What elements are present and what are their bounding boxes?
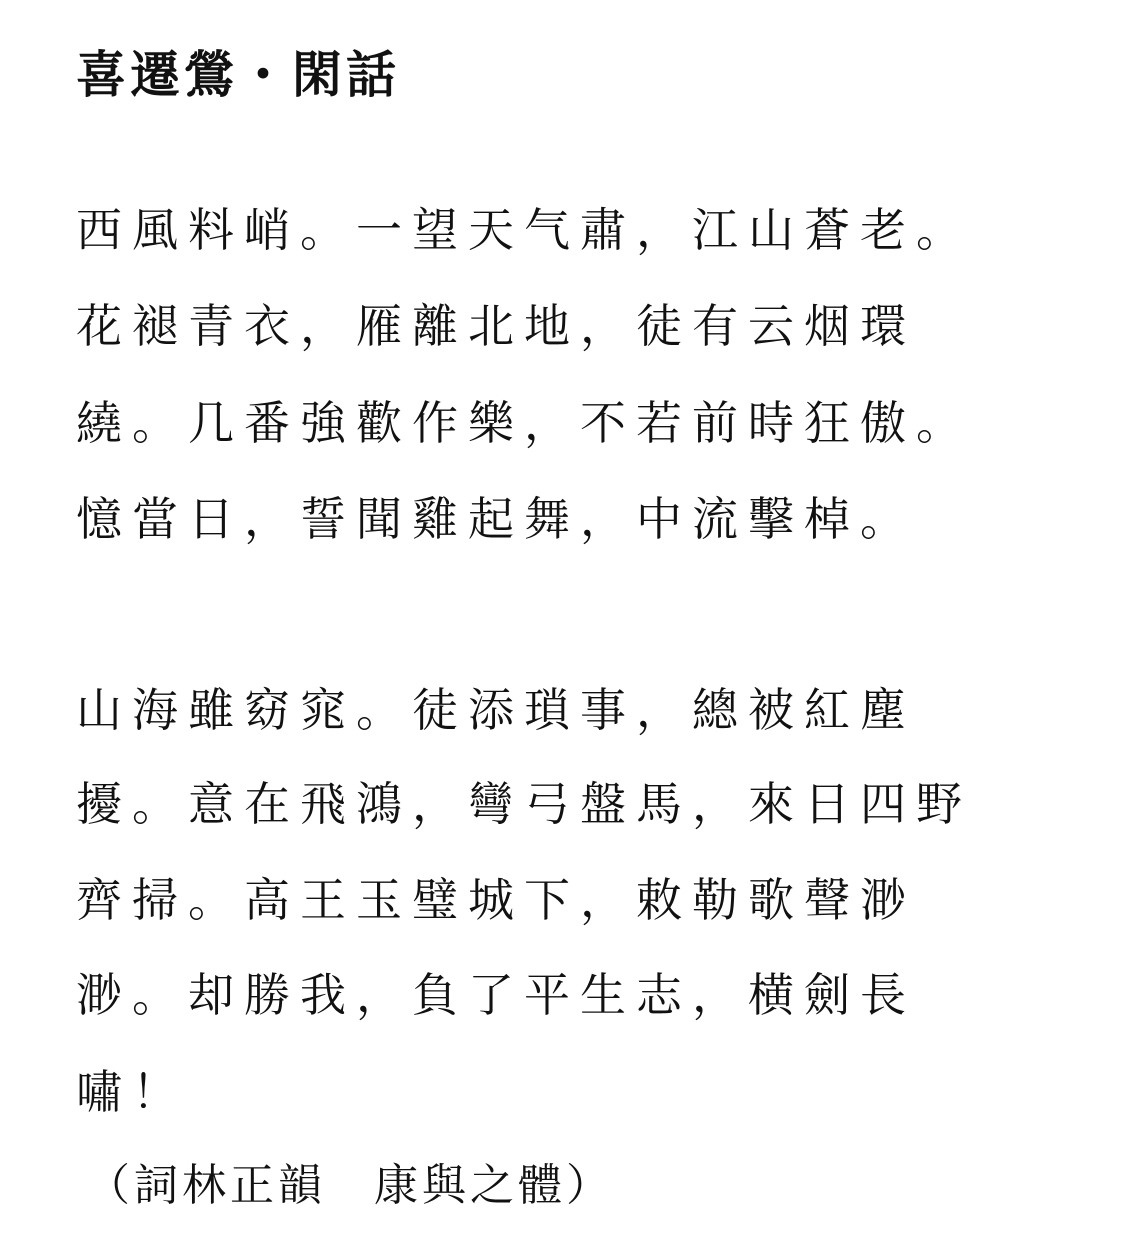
source-note: （詞林正韻 康與之體） <box>86 1160 614 1211</box>
stanza2-line-2: 擾。意在飛鴻，彎弓盤馬，來日四野 <box>76 777 972 831</box>
stanza2-line-5: 嘯！ <box>76 1065 188 1119</box>
stanza1-line-4: 憶當日，誓聞雞起舞，中流擊棹。 <box>76 492 916 546</box>
stanza2-line-4: 渺。却勝我，負了平生志，横劍長 <box>76 968 916 1022</box>
stanza1-line-3: 繞。几番強歡作樂，不若前時狂傲。 <box>76 396 972 450</box>
stanza2-line-3: 齊掃。高王玉璧城下，敕勒歌聲渺 <box>76 873 916 927</box>
poem-title: 喜遷鶯・閑話 <box>76 45 400 104</box>
stanza2-line-1: 山海雖窈窕。徒添瑣事，總被紅塵 <box>76 683 916 737</box>
stanza1-line-1: 西風料峭。一望天气肅，江山蒼老。 <box>76 203 972 257</box>
stanza1-line-2: 花褪青衣，雁離北地，徒有云烟環 <box>76 299 916 353</box>
